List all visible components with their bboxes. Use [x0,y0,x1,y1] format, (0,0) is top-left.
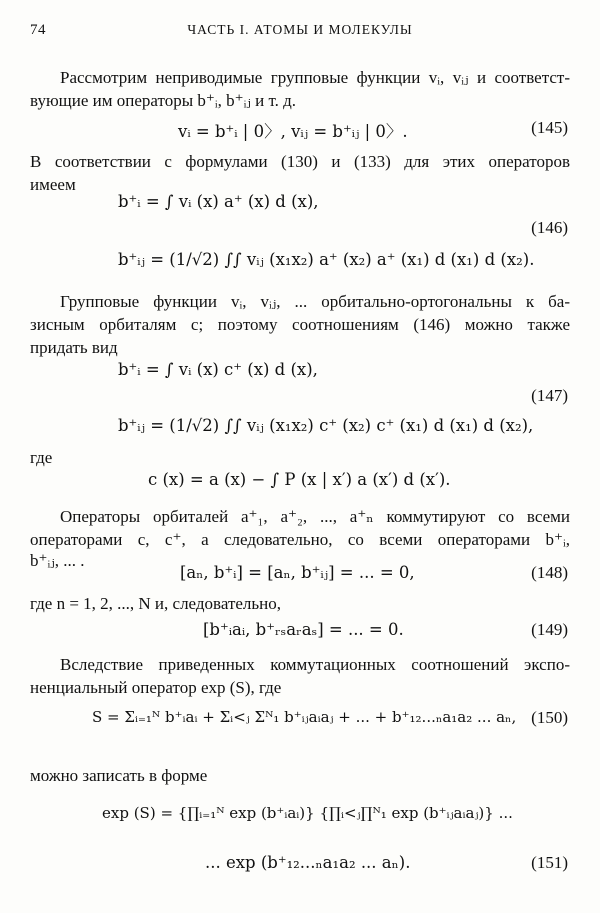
paragraph-7-line-1: Вследствие приведенных коммутационных соотношений экспо- [60,655,570,674]
equation-151-number: (151) [531,853,568,872]
equation-147-number: (147) [531,386,568,405]
paragraph-4: где [30,448,53,467]
paragraph-5-line-3: b⁺ᵢⱼ, ... . [30,551,85,570]
running-title: ЧАСТЬ I. АТОМЫ И МОЛЕКУЛЫ [187,22,413,37]
paragraph-3-line-2: зисным орбиталям c; поэтому соотношениям (146) можно также [30,315,570,334]
paragraph-7-line-2: ненциальный оператор exp (S), где [30,678,282,697]
paragraph-3-line-1: Групповые функции vᵢ, vᵢⱼ, ... орбитально-ортогональны к ба- [60,292,570,311]
paragraph-5-line-2: операторами c, c⁺, а следовательно, со всеми операторами b⁺ᵢ, [30,530,570,549]
equation-148: [aₙ, b⁺ᵢ] = [aₙ, b⁺ᵢⱼ] = ... = 0, [180,563,415,582]
equation-150-number: (150) [531,708,568,727]
equation-149-number: (149) [531,620,568,639]
equation-148-number: (148) [531,563,568,582]
equation-149: [b⁺ᵢaᵢ, b⁺ᵣₛaᵣaₛ] = ... = 0. [203,620,404,639]
equation-146-number: (146) [531,218,568,237]
equation-146a: b⁺ᵢ = ∫ vᵢ (x) a⁺ (x) d (x), [118,192,319,211]
paragraph-8: можно записать в форме [30,766,208,785]
equation-150: S = Σᵢ₌₁ᴺ b⁺ᵢaᵢ + Σᵢ<ⱼ Σᴺ₁ b⁺ᵢⱼaᵢaⱼ + ... + b⁺₁₂...ₙa₁a₂ ... aₙ, [92,708,517,726]
equation-145-number: (145) [531,118,568,137]
paragraph-1-line-2: вующие им операторы b⁺ᵢ, b⁺ᵢⱼ и т. д. [30,91,297,110]
paragraph-3-line-3: придать вид [30,338,118,357]
equation-145: vᵢ = b⁺ᵢ | 0〉, vᵢⱼ = b⁺ᵢⱼ | 0〉. [178,122,408,141]
paragraph-6: где n = 1, 2, ..., N и, следовательно, [30,594,281,613]
paragraph-2-line-1: В соответствии с формулами (130) и (133) для этих операторов [30,152,570,171]
equation-147b: b⁺ᵢⱼ = (1/√2) ∫∫ vᵢⱼ (x₁x₂) c⁺ (x₂) c⁺ (x₁) d (x₁) d (x₂), [118,416,534,435]
paragraph-5-line-1: Операторы орбиталей a⁺₁, a⁺₂, ..., a⁺ₙ коммутируют со всеми [60,507,570,526]
paragraph-2-line-2: имеем [30,175,76,194]
equation-146b: b⁺ᵢⱼ = (1/√2) ∫∫ vᵢⱼ (x₁x₂) a⁺ (x₂) a⁺ (x₁) d (x₁) d (x₂). [118,250,535,269]
paragraph-1-line-1: Рассмотрим неприводимые групповые функции vᵢ, vᵢⱼ и соответст- [60,68,570,87]
page-number: 74 [30,22,46,38]
equation-151b: ... exp (b⁺₁₂...ₙa₁a₂ ... aₙ). [205,853,411,872]
equation-147a: b⁺ᵢ = ∫ vᵢ (x) c⁺ (x) d (x), [118,360,318,379]
page-header [30,22,570,46]
equation-151a: exp (S) = {∏ᵢ₌₁ᴺ exp (b⁺ᵢaᵢ)} {∏ᵢ<ⱼ∏ᴺ₁ exp (b⁺ᵢⱼaᵢaⱼ)} ... [102,804,513,822]
equation-c: c (x) = a (x) − ∫ P (x | x′) a (x′) d (x′). [148,470,451,489]
